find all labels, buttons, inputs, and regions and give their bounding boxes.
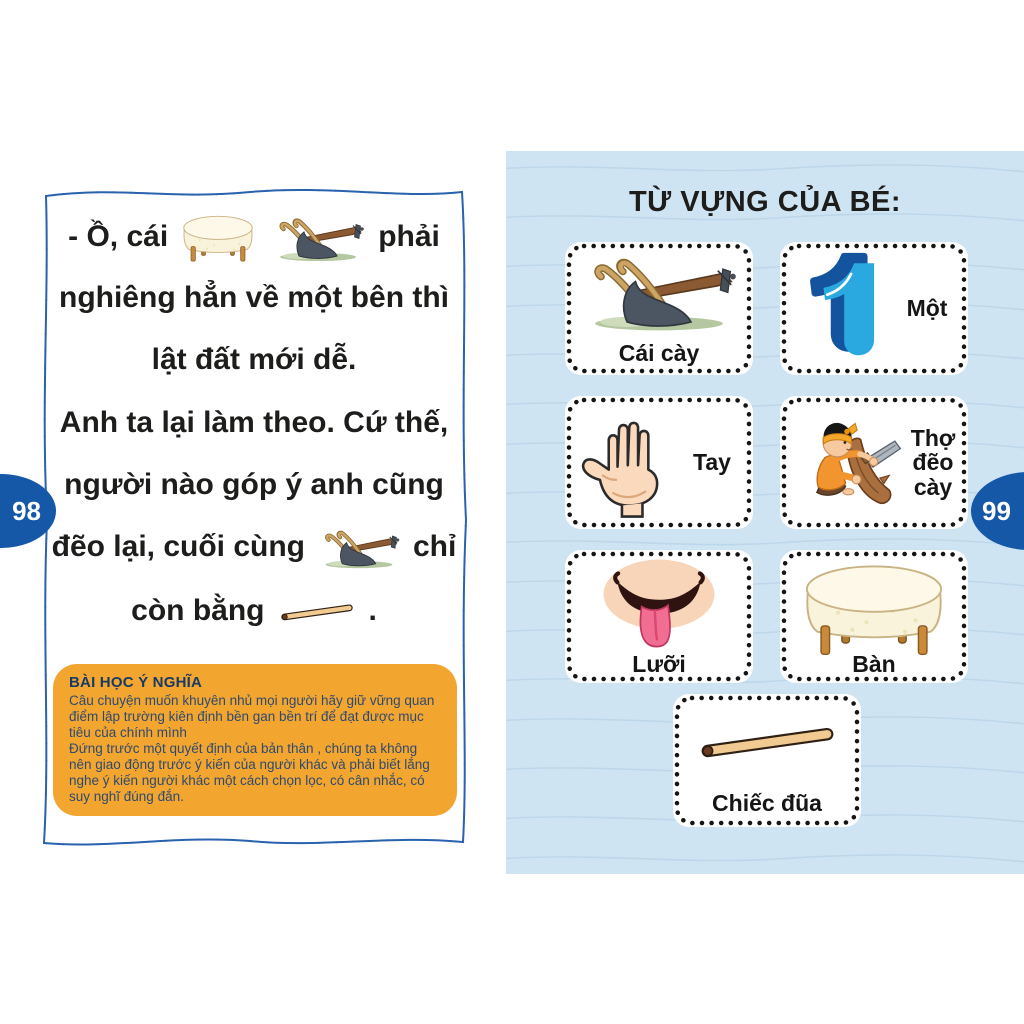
lesson-box [53, 664, 457, 816]
table-icon [780, 556, 968, 660]
story-text: lật đất mới dễ. [151, 343, 357, 376]
vocab-title: TỪ VỰNG CỦA BÉ: [628, 186, 902, 218]
story-text: chỉ [413, 530, 457, 563]
vocab-card-carver [780, 396, 968, 529]
story-text: nghiêng hẳn về một bên thì [59, 281, 449, 314]
number-one-icon [802, 242, 894, 375]
page-number: 99 [982, 495, 1011, 526]
vocab-label-table: Bàn [852, 650, 896, 677]
tongue-icon [565, 554, 753, 651]
story-line-3 [40, 335, 468, 385]
vocab-card-plow [565, 242, 753, 375]
lesson-box-title: BÀI HỌC Ý NGHĨA [69, 674, 203, 691]
chopstick-icon [673, 716, 861, 764]
story-line-4 [40, 398, 468, 448]
vocab-card-hand [565, 396, 753, 529]
vocab-card-one [780, 242, 968, 375]
lesson-box-paragraph: Đứng trước một quyết định của bản thân , chúng ta không nên giao động trước ý kiến của người khác và phải biết lắng nghe ý kiến người khác một cách chọn lọc, có cân nhắc, có suy nghĩ đúng đắn. [69, 741, 430, 804]
vocab-card-table [780, 550, 968, 683]
hand-icon [575, 396, 685, 529]
plow-icon [565, 248, 753, 332]
vocab-label-tongue: Lưỡi [632, 650, 686, 677]
story-text: còn bằng [131, 594, 265, 627]
vocab-label-hand: Tay [693, 449, 731, 476]
vocab-label-one: Một [906, 295, 948, 322]
story-text: phải [378, 220, 440, 253]
story-text: người nào góp ý anh cũng [64, 468, 444, 501]
story-text: đẽo lại, cuối cùng [51, 530, 305, 563]
story-text: Anh ta lại làm theo. Cứ thế, [59, 406, 449, 439]
plow-icon [315, 525, 403, 569]
vocab-card-chopstick [673, 694, 861, 827]
vocab-card-tongue [565, 550, 753, 683]
story-line-2 [40, 273, 468, 323]
story-line-1 [40, 212, 468, 262]
story-line-5 [40, 460, 468, 510]
story-text: - Ồ, cái [68, 220, 169, 253]
page-number: 98 [12, 495, 41, 526]
plow-icon [268, 212, 368, 262]
chopstick-icon [275, 597, 359, 625]
vocab-label-carver: Thợ đẽo cày [910, 425, 956, 500]
story-line-6 [40, 522, 468, 572]
story-text: . [368, 594, 377, 627]
lesson-box-paragraph: Câu chuyện muốn khuyên nhủ mọi người hãy giữ vững quan điểm lập trường kiên định bền gan bền trí để đạt được mục tiêu của chính mình [69, 693, 435, 740]
plow-carver-icon [784, 396, 914, 529]
vocab-label-chopstick: Chiếc đũa [712, 789, 822, 816]
vocab-label-plow: Cái cày [618, 339, 700, 366]
story-line-7 [40, 586, 468, 636]
table-icon [178, 211, 258, 264]
